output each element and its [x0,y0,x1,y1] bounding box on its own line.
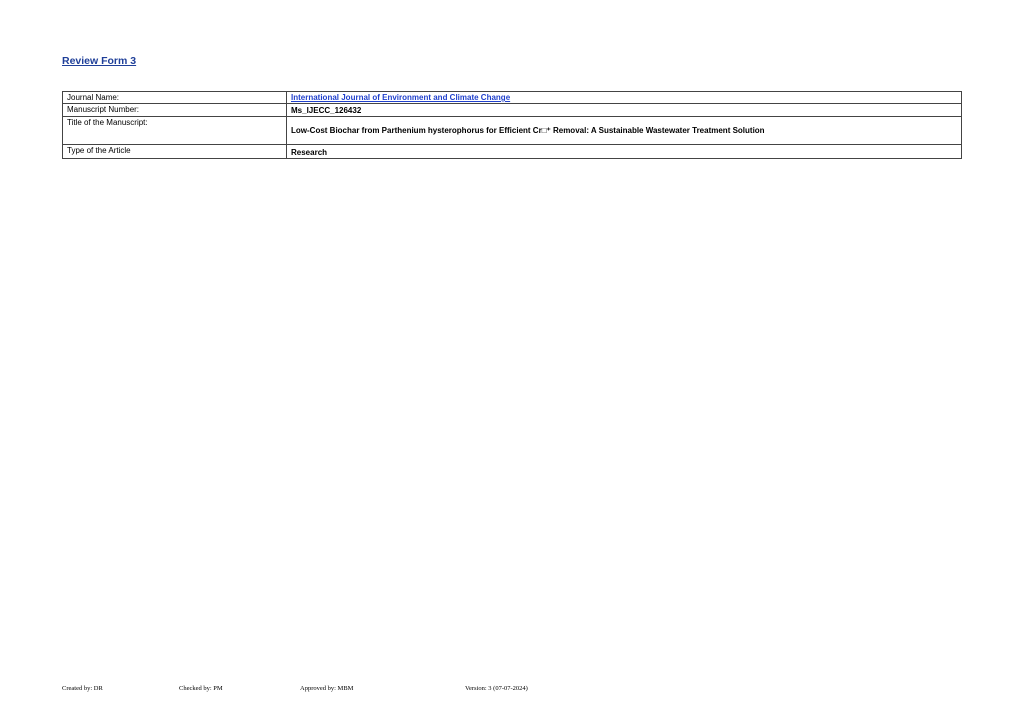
manuscript-title-value: Low-Cost Biochar from Parthenium hysterophorus for Efficient Cr□⁺ Removal: A Sustainable Wastewater Treatment Solution [291,126,765,135]
article-type-label: Type of the Article [63,145,287,159]
manuscript-details-table [62,91,962,159]
article-type-cell [287,145,962,159]
table-row-manuscript-number [63,104,962,117]
manuscript-number-cell [287,104,962,117]
article-type-value: Research [291,148,328,157]
journal-name-label: Journal Name: [63,92,287,104]
form-title: Review Form 3 [62,55,137,67]
footer-approved-by: Approved by: MBM [300,685,354,692]
footer-version: Version: 3 (07-07-2024) [465,685,528,692]
manuscript-title-cell [287,117,962,145]
page-footer [0,685,1024,697]
manuscript-number-label: Manuscript Number: [63,104,287,117]
footer-checked-by: Checked by: PM [179,685,223,692]
table-row-journal [63,92,962,104]
footer-created-by: Created by: DR [62,685,103,692]
journal-name-cell [287,92,962,104]
table-row-manuscript-title [63,117,962,145]
journal-name-link[interactable]: International Journal of Environment and Climate Change [291,93,511,102]
table-row-article-type [63,145,962,159]
manuscript-title-label: Title of the Manuscript: [63,117,287,145]
manuscript-number-value: Ms_IJECC_126432 [291,106,362,115]
